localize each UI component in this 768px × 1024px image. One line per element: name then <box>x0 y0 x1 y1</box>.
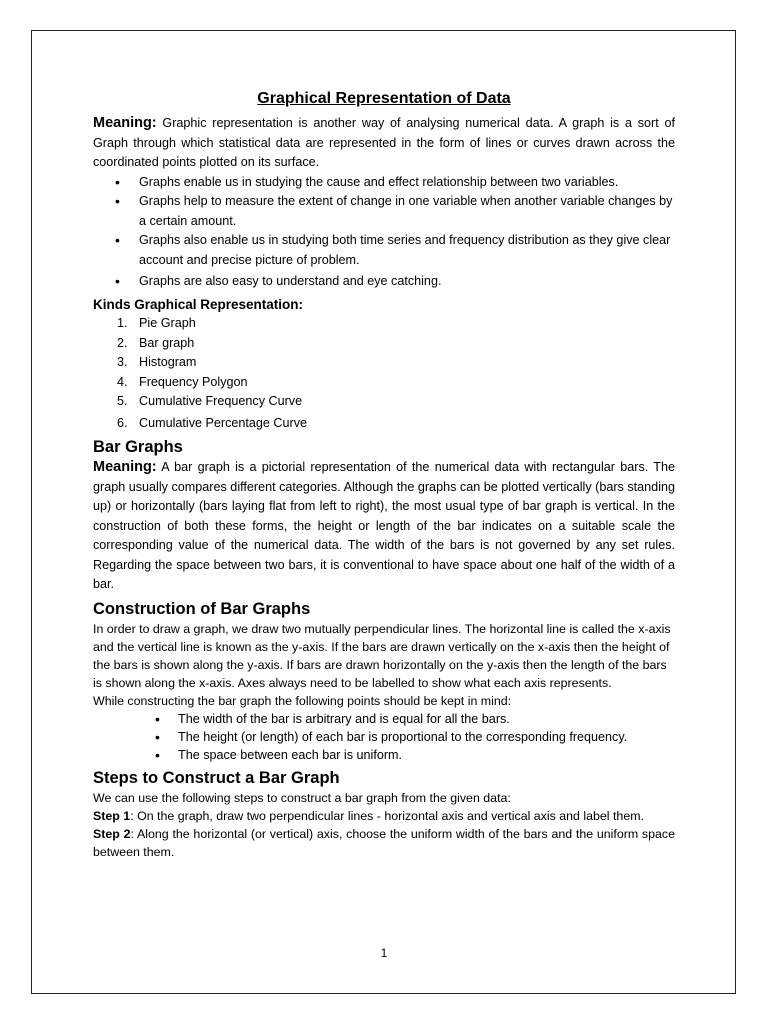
list-item: • The width of the bar is arbitrary and is equal for all the bars. <box>93 710 675 728</box>
page-title: Graphical Representation of Data <box>257 90 511 107</box>
list-text: Cumulative Percentage Curve <box>139 415 307 430</box>
step-2 <box>93 825 675 861</box>
construction-points-list <box>93 710 675 764</box>
step-2-label: Step 2 <box>93 826 131 841</box>
list-number: 1. <box>117 316 128 330</box>
steps-intro: We can use the following steps to construct a bar graph from the given data: <box>93 790 511 805</box>
list-item <box>93 353 675 373</box>
bar-meaning-text: A bar graph is a pictorial representation of the numerical data with rectangular bars. The graph usually compares different categories. Although the graphs can be plotted vertically (bars standing up) or horizontally (bars laying flat from left to right), the most usual type of bar graph is vertical. In the construction of both these forms, the height or length of the bar indicates on a suitable scale the corresponding value of the numerical data. The width of the bars is not governed by any set rules. Regarding the space between two bars, it is conventional to have space about one half of the width of a bar. <box>93 460 675 591</box>
list-item <box>93 392 675 412</box>
list-item <box>93 414 675 434</box>
list-item <box>93 334 675 354</box>
list-text: Frequency Polygon <box>139 374 248 389</box>
list-text: Histogram <box>139 355 197 369</box>
meaning-label: Meaning: <box>93 115 157 131</box>
bar-graphs-paragraph <box>93 458 675 595</box>
list-number: 4. <box>117 374 128 389</box>
list-item: • Graphs enable us in studying the cause and effect relationship between two variables. <box>93 173 675 193</box>
document-body <box>93 88 675 861</box>
step-2-text: : Along the horizontal (or vertical) axis, choose the uniform width of the bars and the uniform space between them. <box>93 826 676 859</box>
list-item: • Graphs help to measure the extent of change in one variable when another variable changes by a certain amount. <box>93 192 675 231</box>
kinds-list <box>93 314 675 433</box>
list-text: Bar graph <box>139 335 195 350</box>
list-item: • The space between each bar is uniform. <box>93 746 675 764</box>
list-text: Cumulative Frequency Curve <box>139 394 303 408</box>
list-item: • The height (or length) of each bar is proportional to the corresponding frequency. <box>93 728 675 746</box>
construction-heading: Construction of Bar Graphs <box>93 599 311 618</box>
bar-meaning-label: Meaning: <box>93 459 157 475</box>
steps-heading: Steps to Construct a Bar Graph <box>93 768 340 787</box>
meaning-paragraph <box>93 114 675 173</box>
list-item: • Graphs also enable us in studying both time series and frequency distribution as they give clear account and precise picture of problem. <box>93 231 675 270</box>
bar-graphs-heading: Bar Graphs <box>93 438 183 456</box>
list-item <box>93 314 675 334</box>
page-number: 1 <box>380 946 388 960</box>
list-number: 5. <box>117 394 128 408</box>
list-item <box>93 373 675 393</box>
step-1-text: : On the graph, draw two perpendicular lines - horizontal axis and vertical axis and label them. <box>130 808 644 823</box>
step-1-label: Step 1 <box>93 808 131 823</box>
list-item: • Graphs are also easy to understand and eye catching. <box>93 272 675 292</box>
construction-paragraph: In order to draw a graph, we draw two mutually perpendicular lines. The horizontal line is called the x-axis and the vertical line is known as the y-axis. If the bars are drawn vertically on the x-axis then the height of the bars is shown along the y-axis. If bars are drawn horizontally on the y-axis then the length of the bars is shown along the x-axis. Axes always need to be labelled to show what each axis represents. <box>93 621 671 690</box>
list-number: 6. <box>117 415 128 430</box>
list-number: 2. <box>117 335 128 350</box>
list-text: Pie Graph <box>139 316 196 330</box>
graph-benefits-list <box>93 173 675 292</box>
kinds-heading: Kinds Graphical Representation: <box>93 296 304 312</box>
construction-intro: While constructing the bar graph the following points should be kept in mind: <box>93 693 512 708</box>
list-number: 3. <box>117 355 128 369</box>
step-1 <box>93 807 675 825</box>
meaning-text: Graphic representation is another way of analysing numerical data. A graph is a sort of Graph through which statistical data are represented in the form of lines or curves drawn across the coordinated points plotted on its surface. <box>93 116 675 169</box>
